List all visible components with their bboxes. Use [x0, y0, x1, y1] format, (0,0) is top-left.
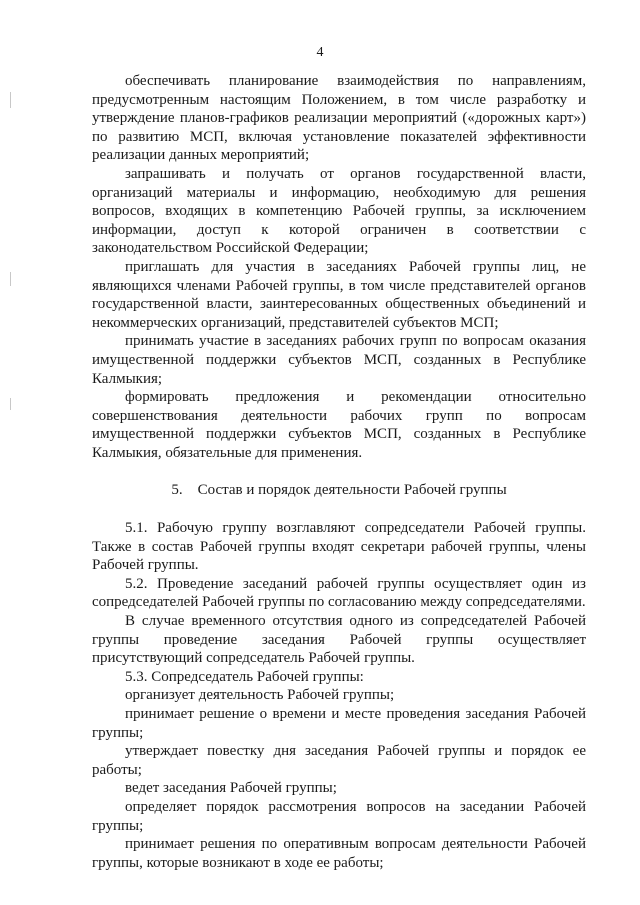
scan-edge-mark	[10, 92, 11, 108]
scan-edge-mark	[10, 398, 11, 410]
paragraph: формировать предложения и рекомендации относительно совершенствования деятельности рабочих групп по вопросам имущественной поддержки субъектов МСП, созданных в Республике Калмыкия, обязательные для применения.	[92, 389, 586, 461]
paragraph: организует деятельность Рабочей группы;	[125, 687, 395, 704]
section-heading: 5. Состав и порядок деятельности Рабочей группы	[171, 482, 507, 499]
paragraph: принимает решения по оперативным вопросам деятельности Рабочей группы, которые возникают в ходе ее работы;	[92, 836, 586, 871]
paragraph: приглашать для участия в заседаниях Рабочей группы лиц, не являющихся членами Рабочей группы, в том числе представителей органов государственной власти, заинтересованных общественных объединений и некоммерческих организаций, представителей субъектов МСП;	[92, 258, 586, 331]
page-number: 4	[316, 45, 324, 60]
paragraph: В случае временного отсутствия одного из сопредседателей Рабочей группы проведение заседания Рабочей группы осуществляет присутствующий сопредседатель Рабочей группы.	[92, 613, 586, 667]
document-body	[92, 72, 586, 872]
scan-edge-mark	[10, 272, 11, 286]
paragraph: обеспечивать планирование взаимодействия по направлениям, предусмотренным настоящим Положением, в том числе разработку и утверждение планов-графиков реализации мероприятий («дорожных карт») по развитию МСП, включая установление показателей эффективности реализации данных мероприятий;	[92, 73, 586, 164]
paragraph: ведет заседания Рабочей группы;	[125, 780, 337, 797]
paragraph: 5.3. Сопредседатель Рабочей группы:	[125, 668, 364, 685]
paragraph: утверждает повестку дня заседания Рабочей группы и порядок ее работы;	[92, 743, 586, 778]
paragraph: 5.1. Рабочую группу возглавляют сопредседатели Рабочей группы. Также в состав Рабочей группы входят секретари рабочей группы, члены Рабочей группы.	[92, 520, 586, 574]
paragraph: определяет порядок рассмотрения вопросов на заседании Рабочей группы;	[92, 798, 586, 834]
paragraph: 5.2. Проведение заседаний рабочей группы осуществляет один из сопредседателей Рабочей группы по согласованию между сопредседателями.	[92, 575, 586, 611]
paragraph: запрашивать и получать от органов государственной власти, организаций материалы и информацию, необходимую для решения вопросов, входящих в компетенцию Рабочей группы, за исключением информации, доступ к которой ограничен в соответствии с законодательством Российской Федерации;	[92, 165, 586, 257]
paragraph: принимать участие в заседаниях рабочих групп по вопросам оказания имущественной поддержки субъектов МСП, созданных в Республике Калмыкия;	[92, 333, 586, 387]
paragraph: принимает решение о времени и месте проведения заседания Рабочей группы;	[92, 706, 586, 741]
